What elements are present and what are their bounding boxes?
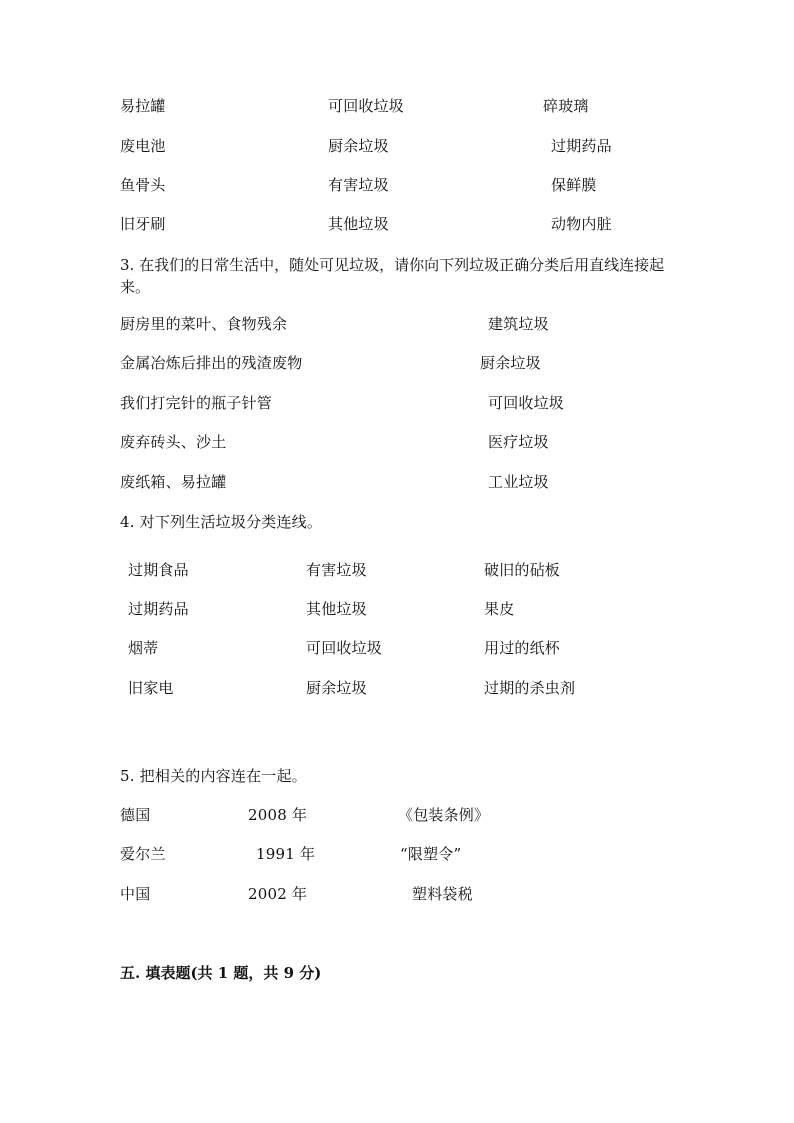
section-heading: 五. 填表题(共 1 题，共 9 分)	[120, 964, 322, 982]
q4-left-item: 烟蒂	[128, 639, 159, 657]
q3-left-item: 废弃砖头、沙土	[120, 433, 227, 451]
q5-country: 德国	[120, 806, 151, 824]
q5-country: 中国	[120, 885, 151, 903]
q4-middle-item: 有害垃圾	[306, 561, 367, 579]
q5-year: 2002 年	[248, 885, 308, 903]
q2-left-item: 旧牙刷	[120, 215, 166, 233]
q3-right-item: 可回收垃圾	[488, 394, 565, 412]
q3-left-item: 废纸箱、易拉罐	[120, 473, 227, 491]
q5-year: 1991 年	[256, 845, 316, 863]
q3-left-item: 厨房里的菜叶、食物残余	[120, 315, 288, 333]
q2-left-item: 废电池	[120, 137, 166, 155]
q5-question: 5. 把相关的内容连在一起。	[120, 767, 307, 785]
q3-right-item: 医疗垃圾	[488, 433, 549, 451]
q5-policy: 塑料袋税	[412, 885, 473, 903]
q2-middle-item: 可回收垃圾	[328, 97, 405, 115]
q2-right-item: 过期药品	[551, 137, 612, 155]
q5-country: 爱尔兰	[120, 845, 166, 863]
q2-middle-item: 有害垃圾	[328, 176, 389, 194]
q3-right-item: 建筑垃圾	[488, 315, 549, 333]
q2-middle-item: 厨余垃圾	[328, 137, 389, 155]
q3-right-item: 工业垃圾	[488, 473, 549, 491]
q4-right-item: 果皮	[484, 600, 515, 618]
q4-middle-item: 厨余垃圾	[306, 679, 367, 697]
q5-policy: “限塑令”	[400, 845, 462, 863]
q5-policy: 《包装条例》	[398, 806, 490, 824]
q3-left-item: 我们打完针的瓶子针管	[120, 394, 273, 412]
q3-question: 3. 在我们的日常生活中，随处可见垃圾，请你向下列垃圾正确分类后用直线连接起来。	[120, 256, 665, 296]
q2-middle-item: 其他垃圾	[328, 215, 389, 233]
q4-left-item: 过期药品	[128, 600, 189, 618]
q2-left-item: 鱼骨头	[120, 176, 166, 194]
q4-question: 4. 对下列生活垃圾分类连线。	[120, 513, 323, 531]
q4-right-item: 破旧的砧板	[484, 561, 561, 579]
q4-middle-item: 可回收垃圾	[306, 639, 383, 657]
q4-left-item: 旧家电	[128, 679, 174, 697]
q2-left-item: 易拉罐	[120, 97, 166, 115]
q2-right-item: 保鲜膜	[551, 176, 597, 194]
q3-left-item: 金属冶炼后排出的残渣废物	[120, 354, 303, 372]
q5-year: 2008 年	[248, 806, 308, 824]
q2-right-item: 动物内脏	[551, 215, 612, 233]
q4-right-item: 用过的纸杯	[484, 639, 561, 657]
q3-right-item: 厨余垃圾	[480, 354, 541, 372]
q4-right-item: 过期的杀虫剂	[484, 679, 576, 697]
q2-right-item: 碎玻璃	[543, 97, 589, 115]
q4-middle-item: 其他垃圾	[306, 600, 367, 618]
q4-left-item: 过期食品	[128, 561, 189, 579]
